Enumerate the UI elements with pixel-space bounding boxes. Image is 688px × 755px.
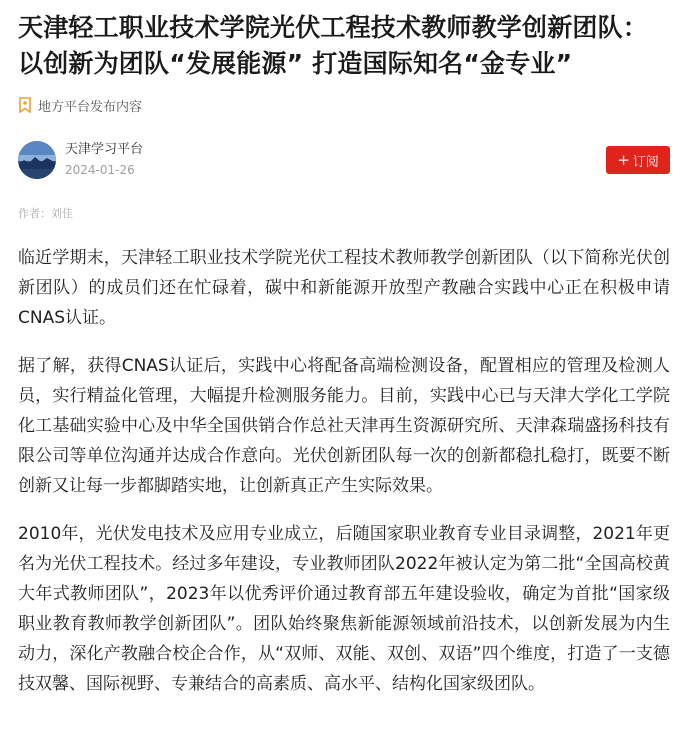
paragraph: 临近学期末，天津轻工职业技术学院光伏工程技术教师教学创新团队（以下简称光伏创新团队）的成员们还在忙碌着，碳中和新能源开放型产教融合实践中心正在积极申请CNAS认证。: [18, 248, 670, 328]
plus-icon: +: [617, 150, 630, 169]
paragraph: 2010年，光伏发电技术及应用专业成立，后随国家职业教育专业目录调整，2021年更名为光伏工程技术。经过多年建设，专业教师团队2022年被认定为第二批“全国高校黄大年式教师团队”，2023年以优秀评价通过教育部五年建设验收，确定为首批“国家级职业教育教师教学创新团队”。团队始终聚焦新能源领域前沿技术，以创新发展为内生动力，深化产教融合校企合作，从“双师、双能、双创、双语”四个维度，打造了一支德技双馨、国际视野、专兼结合的高素质、高水平、结构化国家级团队。: [18, 524, 670, 694]
bookmark-icon: [18, 97, 32, 113]
byline: 作者：刘佳: [18, 207, 73, 220]
avatar[interactable]: [18, 141, 56, 179]
platform-tag: [18, 95, 670, 115]
subscribe-button[interactable]: [606, 146, 670, 174]
subscribe-label: 订阅: [632, 154, 659, 170]
publish-date: 2024-01-26: [65, 163, 135, 177]
platform-label: 地方平台发布内容: [38, 99, 143, 115]
article-body: [18, 243, 670, 699]
author-row: [18, 139, 670, 181]
paragraph: 据了解，获得CNAS认证后，实践中心将配备高端检测设备，配置相应的管理及检测人员，实行精益化管理，大幅提升检测服务能力。目前，实践中心已与天津大学化工学院化工基础实验中心及中华全国供销合作总社天津再生资源研究所、天津森瑞盛扬科技有限公司等单位沟通并达成合作意向。光伏创新团队每一次的创新都稳扎稳打，既要不断创新又让每一步都脚踏实地，让创新真正产生实际效果。: [18, 356, 670, 496]
article-title: 天津轻工职业技术学院光伏工程技术教师教学创新团队：以创新为团队“发展能源” 打造国际知名“金专业”: [18, 13, 649, 78]
author-name[interactable]: 天津学习平台: [65, 142, 144, 157]
